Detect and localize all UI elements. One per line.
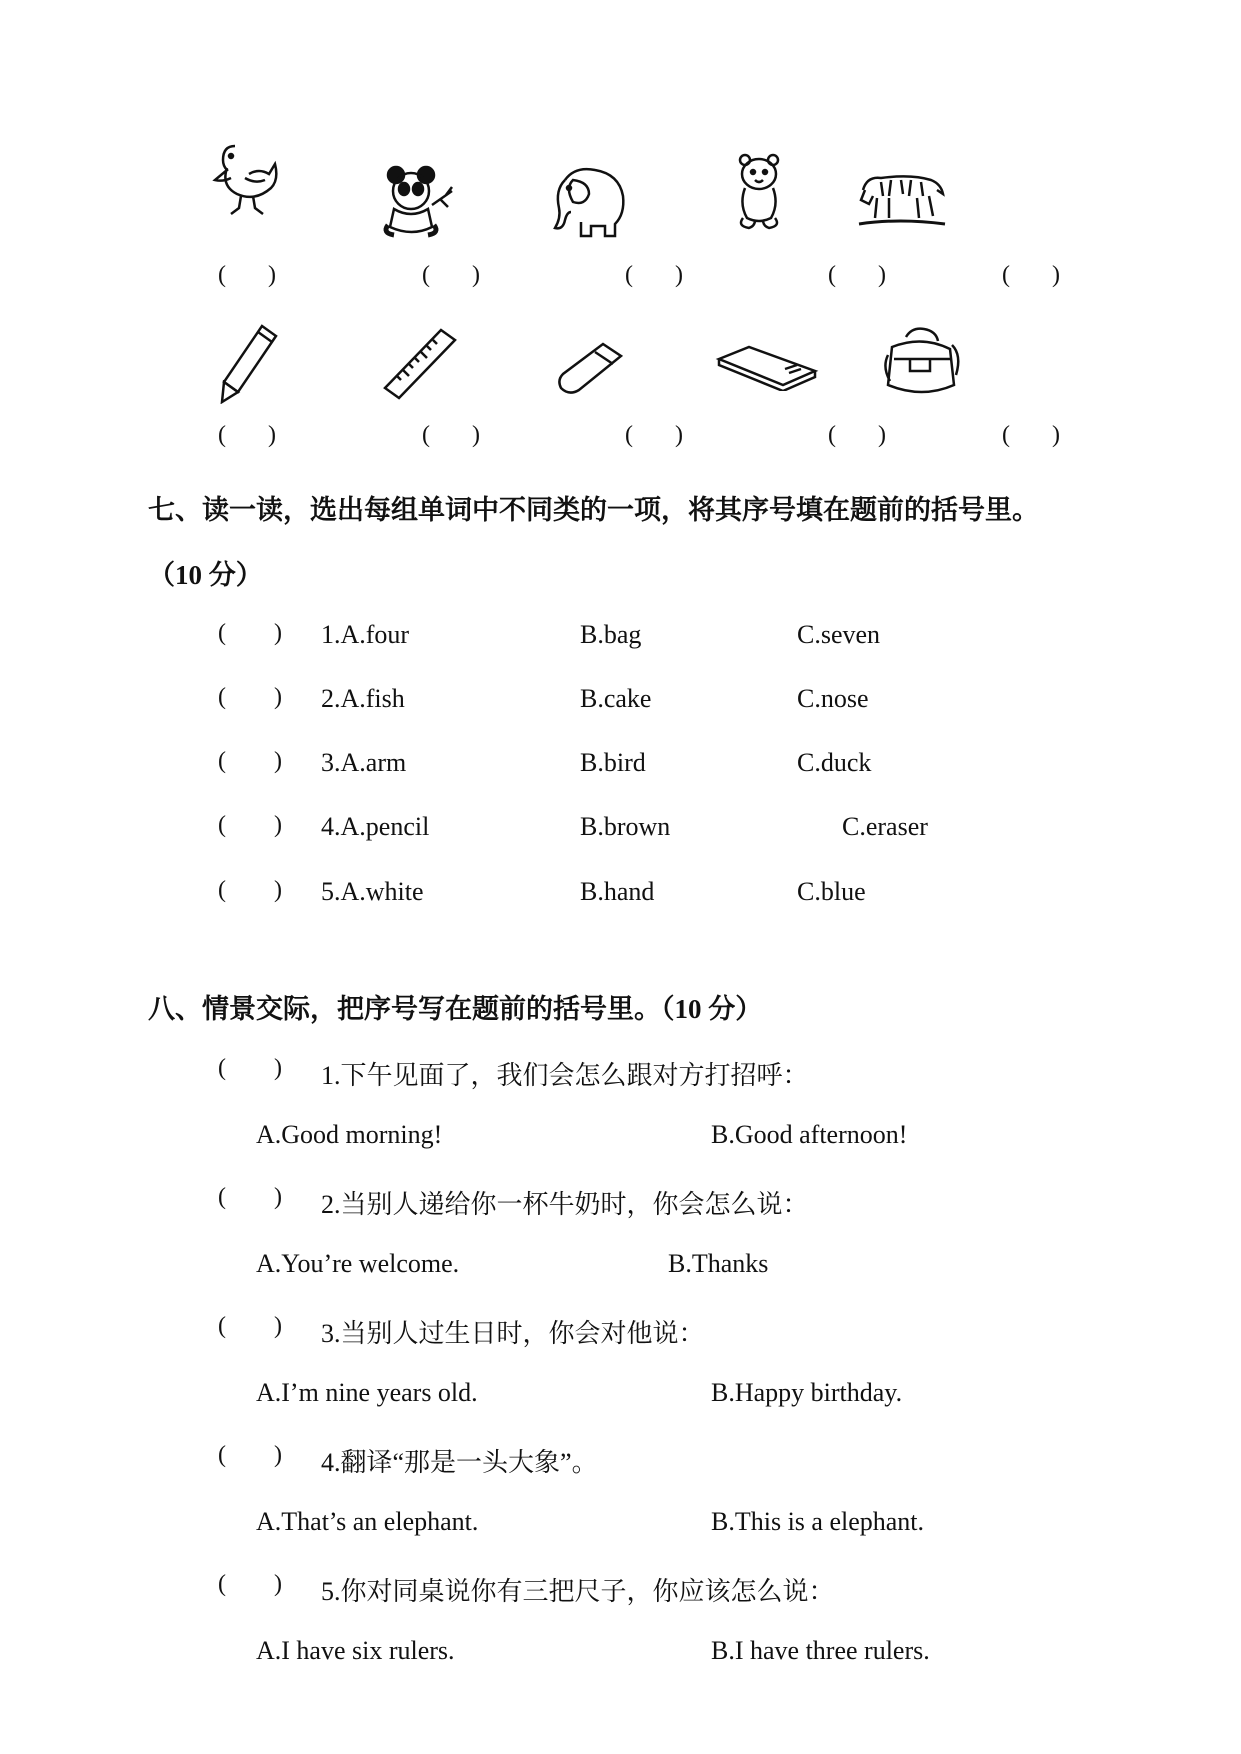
option-a: 3.A.arm: [321, 748, 407, 777]
option-a: A.That’s an elephant.: [256, 1507, 479, 1536]
question-text: 2.当别人递给你一杯牛奶时，你会怎么说：: [321, 1190, 809, 1219]
question-text: 5.你对同桌说你有三把尺子，你应该怎么说：: [321, 1577, 835, 1606]
tiger-icon: [857, 168, 947, 230]
bag-icon: [880, 325, 965, 395]
answer-paren[interactable]: ( ): [218, 748, 282, 774]
option-c: C.duck: [797, 748, 872, 777]
bear-icon: [733, 152, 788, 234]
option-c: C.eraser: [842, 812, 928, 841]
option-a: A.Good morning!: [256, 1120, 443, 1149]
option-a: 5.A.white: [321, 877, 424, 906]
option-b: B.hand: [580, 877, 655, 906]
section7-score: （10 分）: [148, 560, 263, 590]
option-c: C.seven: [797, 620, 881, 649]
option-a: 1.A.four: [321, 620, 410, 649]
option-a: A.I’m nine years old.: [256, 1378, 478, 1407]
option-b: B.I have three rulers.: [711, 1636, 930, 1665]
question-text: 3.当别人过生日时，你会对他说：: [321, 1319, 705, 1348]
option-b: B.brown: [580, 812, 671, 841]
duck-icon: [205, 138, 285, 223]
answer-paren[interactable]: ( ): [218, 812, 282, 838]
answer-paren[interactable]: ( ): [218, 1055, 282, 1081]
answer-paren[interactable]: ( ): [218, 1313, 282, 1339]
answer-paren[interactable]: ( ): [422, 422, 480, 448]
section8-heading: 八、情景交际，把序号写在题前的括号里。（10 分）: [148, 994, 763, 1024]
option-c: C.nose: [797, 684, 869, 713]
elephant-icon: [545, 160, 630, 240]
answer-paren[interactable]: ( ): [218, 877, 282, 903]
option-a: 2.A.fish: [321, 684, 405, 713]
pencil-icon: [218, 322, 280, 404]
option-b: B.Thanks: [668, 1249, 769, 1278]
answer-paren[interactable]: ( ): [828, 262, 886, 288]
answer-paren[interactable]: ( ): [828, 422, 886, 448]
option-c: C.blue: [797, 877, 866, 906]
answer-paren[interactable]: ( ): [218, 1184, 282, 1210]
answer-paren[interactable]: ( ): [218, 1571, 282, 1597]
answer-paren[interactable]: ( ): [218, 422, 276, 448]
answer-paren[interactable]: ( ): [218, 620, 282, 646]
option-a: 4.A.pencil: [321, 812, 430, 841]
option-b: B.bird: [580, 748, 646, 777]
book-icon: [715, 343, 820, 391]
answer-paren[interactable]: ( ): [422, 262, 480, 288]
question-text: 4.翻译“那是一头大象”。: [321, 1448, 598, 1477]
panda-icon: [378, 165, 458, 240]
option-b: B.This is a elephant.: [711, 1507, 925, 1536]
ruler-icon: [383, 328, 458, 400]
option-a: A.I have six rulers.: [256, 1636, 455, 1665]
answer-paren[interactable]: ( ): [1002, 262, 1060, 288]
option-b: B.Good afternoon!: [711, 1120, 908, 1149]
answer-paren[interactable]: ( ): [1002, 422, 1060, 448]
section7-heading: 七、读一读，选出每组单词中不同类的一项，将其序号填在题前的括号里。: [148, 495, 1039, 525]
option-b: B.Happy birthday.: [711, 1378, 903, 1407]
answer-paren[interactable]: ( ): [218, 1442, 282, 1468]
answer-paren[interactable]: ( ): [218, 684, 282, 710]
answer-paren[interactable]: ( ): [218, 262, 276, 288]
option-b: B.bag: [580, 620, 642, 649]
option-b: B.cake: [580, 684, 652, 713]
question-text: 1.下午见面了，我们会怎么跟对方打招呼：: [321, 1061, 809, 1090]
eraser-icon: [555, 340, 627, 398]
option-a: A.You’re welcome.: [256, 1249, 460, 1278]
answer-paren[interactable]: ( ): [625, 422, 683, 448]
answer-paren[interactable]: ( ): [625, 262, 683, 288]
